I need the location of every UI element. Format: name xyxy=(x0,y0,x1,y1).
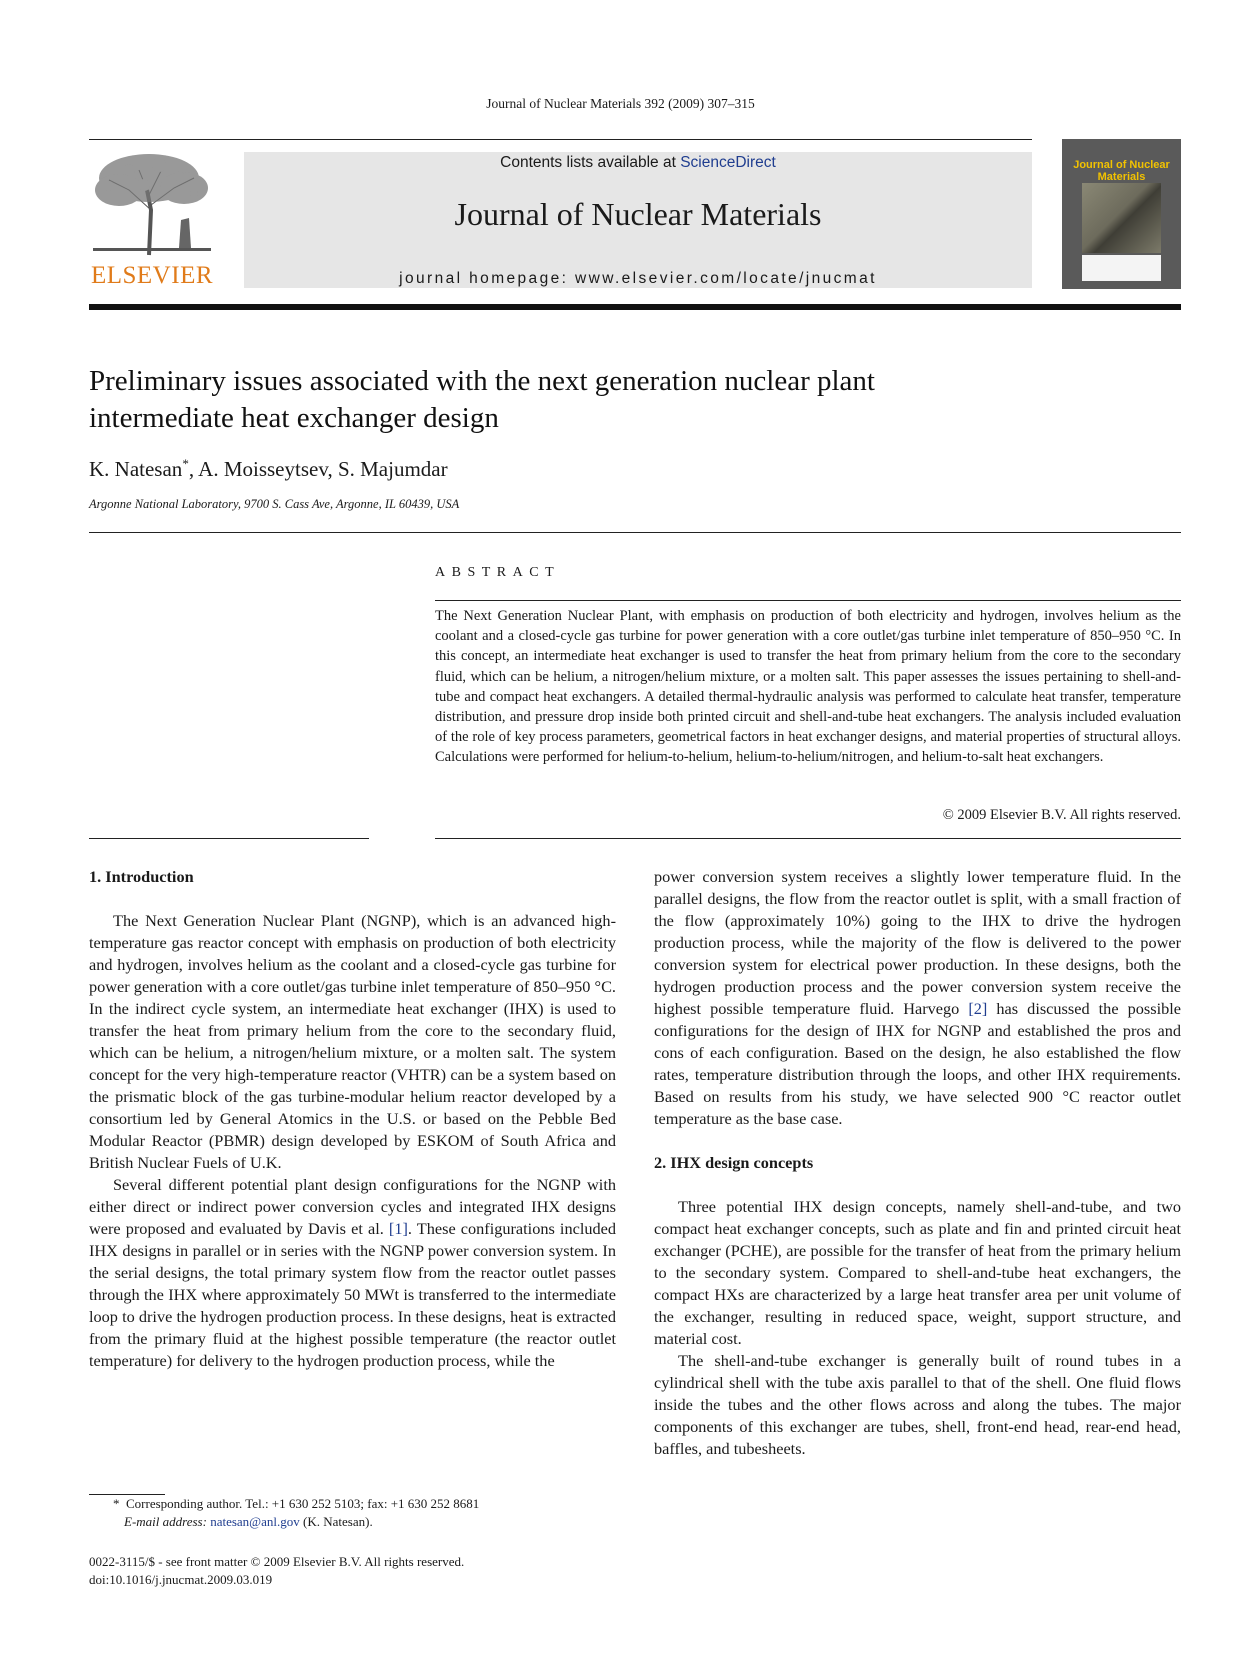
body-column-left xyxy=(89,866,616,1372)
affiliation: Argonne National Laboratory, 9700 S. Cass Ave, Argonne, IL 60439, USA xyxy=(89,497,460,511)
abstract-bottom-rule xyxy=(435,838,1181,839)
author-name: K. Natesan xyxy=(89,457,183,481)
paragraph: The shell-and-tube exchanger is generally built of round tubes in a cylindrical shell with the tube axis parallel to that of the shell. One fluid flows inside the tubes and the other flows across and along the tubes. The major components of this exchanger are tubes, shell, front-end head, rear-end head, baffles, and tubesheets. xyxy=(654,1351,1181,1458)
front-matter-note: 0022-3115/$ - see front matter © 2009 Elsevier B.V. All rights reserved. xyxy=(89,1554,465,1569)
cover-panel xyxy=(1082,255,1161,281)
header-rule xyxy=(89,139,1032,140)
section-heading-introduction: 1. Introduction xyxy=(89,867,194,886)
doi[interactable]: doi:10.1016/j.jnucmat.2009.03.019 xyxy=(89,1572,273,1587)
article-title-line-1: Preliminary issues associated with the next generation nuclear plant xyxy=(89,365,875,397)
paragraph xyxy=(89,1174,616,1372)
left-column-rule xyxy=(89,838,369,839)
contents-prefix: Contents lists available at xyxy=(500,154,681,171)
author-names-rest: , A. Moisseytsev, S. Majumdar xyxy=(188,457,448,481)
paragraph-text: has discussed the possible configurations for the design of IHX for NGNP and established the pros and cons of each configuration. Based on the design, he also established the flow rates, temperature distribution through the loops, and other IHX requirements. Based on results from his study, we have selected 900 °C reactor outlet temperature as the base case. xyxy=(654,999,1181,1128)
citation-link[interactable]: [1] xyxy=(388,1219,408,1238)
elsevier-logo xyxy=(89,150,215,290)
abstract-top-rule xyxy=(435,600,1181,601)
abstract-heading: ABSTRACT xyxy=(435,565,561,580)
article-title-line-2: intermediate heat exchanger design xyxy=(89,402,499,434)
section-heading-ihx-design: 2. IHX design concepts xyxy=(654,1153,814,1172)
paragraph-text: . These configurations included IHX designs in parallel or in series with the NGNP power conversion system. In the serial designs, the total primary system flow from the reactor outlet passes through the IHX where approximately 50 MWt is transferred to the intermediate loop to drive the hydrogen production process. In these designs, heat is extracted from the primary fluid at the highest possible temperature (the reactor outlet temperature) for delivery to the hydrogen production process, while the xyxy=(89,1219,616,1370)
abstract-text: The Next Generation Nuclear Plant, with emphasis on production of both electricity and hydrogen, involves helium as the coolant and a closed-cycle gas turbine for power generation with a core outlet/gas turbine inlet temperature of 850–950 °C. In this concept, an intermediate heat exchanger is used to transfer the heat from primary helium from the core to the secondary fluid, which can be helium, a nitrogen/helium mixture, or a molten salt. This paper assesses the issues pertaining to shell-and-tube and compact heat exchangers. A detailed thermal-hydraulic analysis was performed to calculate heat transfer, temperature distribution, and pressure drop inside both printed circuit and shell-and-tube heat exchangers. The analysis included evaluation of the role of key process parameters, geometrical factors in heat exchanger designs, and material properties of structural alloys. Calculations were performed for helium-to-helium, helium-to-helium/nitrogen, and helium-to-salt heat exchangers. xyxy=(435,608,1181,766)
email-link[interactable]: natesan@anl.gov xyxy=(210,1514,300,1529)
journal-title: Journal of Nuclear Materials xyxy=(454,196,822,232)
abstract-copyright: © 2009 Elsevier B.V. All rights reserved. xyxy=(942,807,1181,823)
paragraph xyxy=(654,866,1181,1130)
journal-cover-thumbnail xyxy=(1062,139,1181,289)
cover-title: Journal of Nuclear Materials xyxy=(1073,159,1170,183)
paragraph-text: Several different potential plant design configurations for the NGNP with either direct or indirect power conversion cycles and integrated IHX designs were proposed and evaluated by Davis et al. xyxy=(89,1175,616,1238)
footnote-email xyxy=(89,1513,649,1531)
author-list xyxy=(89,456,448,482)
journal-banner xyxy=(244,152,1032,288)
email-label: E-mail address: xyxy=(124,1514,211,1529)
footnote-corresponding xyxy=(89,1495,649,1513)
elsevier-tree-icon xyxy=(89,150,215,258)
header-thick-rule xyxy=(89,304,1181,310)
footnote xyxy=(89,1495,649,1531)
paragraph: Three potential IHX design concepts, namely shell-and-tube, and two compact heat exchanger concepts, such as plate and fin and printed circuit heat exchanger (PCHE), are possible for the transfer of heat from the primary helium to the secondary system. Compared to shell-and-tube heat exchangers, the compact HXs are characterized by a large heat transfer area per unit volume of the exchanger, resulting in reduced space, weight, support structure, and material cost. xyxy=(654,1197,1181,1348)
article-title xyxy=(89,363,1089,437)
paragraph: The Next Generation Nuclear Plant (NGNP), which is an advanced high-temperature gas reactor concept with emphasis on production of both electricity and hydrogen, involves helium as the coolant and a closed-cycle gas turbine for power generation with a core outlet/gas turbine inlet temperature of 850–950 °C. In the indirect cycle system, an intermediate heat exchanger (IHX) is used to transfer the heat from primary helium from the core to the secondary fluid, which can be helium, a nitrogen/helium mixture, or a molten salt. The system concept for the very high-temperature reactor (VHTR) can be a system based on the prismatic block of the gas turbine-modular helium reactor developed by a consortium led by General Atomics in the U.S. or based on the Pebble Bed Modular Reactor (PBMR) design developed by ESKOM of South Africa and British Nuclear Fuels of U.K. xyxy=(89,911,616,1172)
article-header-rule xyxy=(89,532,1181,533)
corresponding-author-mark[interactable]: * xyxy=(182,456,189,471)
sciencedirect-link[interactable]: ScienceDirect xyxy=(680,154,776,171)
running-head: Journal of Nuclear Materials 392 (2009) 307–315 xyxy=(486,96,755,111)
footnote-mark: * xyxy=(113,1496,120,1511)
citation-link[interactable]: [2] xyxy=(968,999,988,1018)
email-suffix: (K. Natesan). xyxy=(299,1514,373,1529)
body-column-right xyxy=(654,866,1181,1460)
paragraph-text: power conversion system receives a slightly lower temperature fluid. In the parallel designs, the flow from the reactor outlet is split, with a small fraction of the flow (approximately 10%) going to the IHX to drive the hydrogen production process, while the majority of the flow is delivered to the power conversion system for electrical power production. In these designs, both the hydrogen production process and the power conversion system receive the highest possible temperature fluid. Harvego xyxy=(654,867,1181,1018)
corresponding-author-text: Corresponding author. Tel.: +1 630 252 5103; fax: +1 630 252 8681 xyxy=(126,1496,480,1511)
publication-meta xyxy=(89,1553,464,1589)
journal-homepage[interactable]: journal homepage: www.elsevier.com/locate/jnucmat xyxy=(399,270,877,287)
elsevier-wordmark: ELSEVIER xyxy=(90,262,214,289)
cover-image xyxy=(1082,183,1161,253)
contents-line xyxy=(244,154,1032,172)
